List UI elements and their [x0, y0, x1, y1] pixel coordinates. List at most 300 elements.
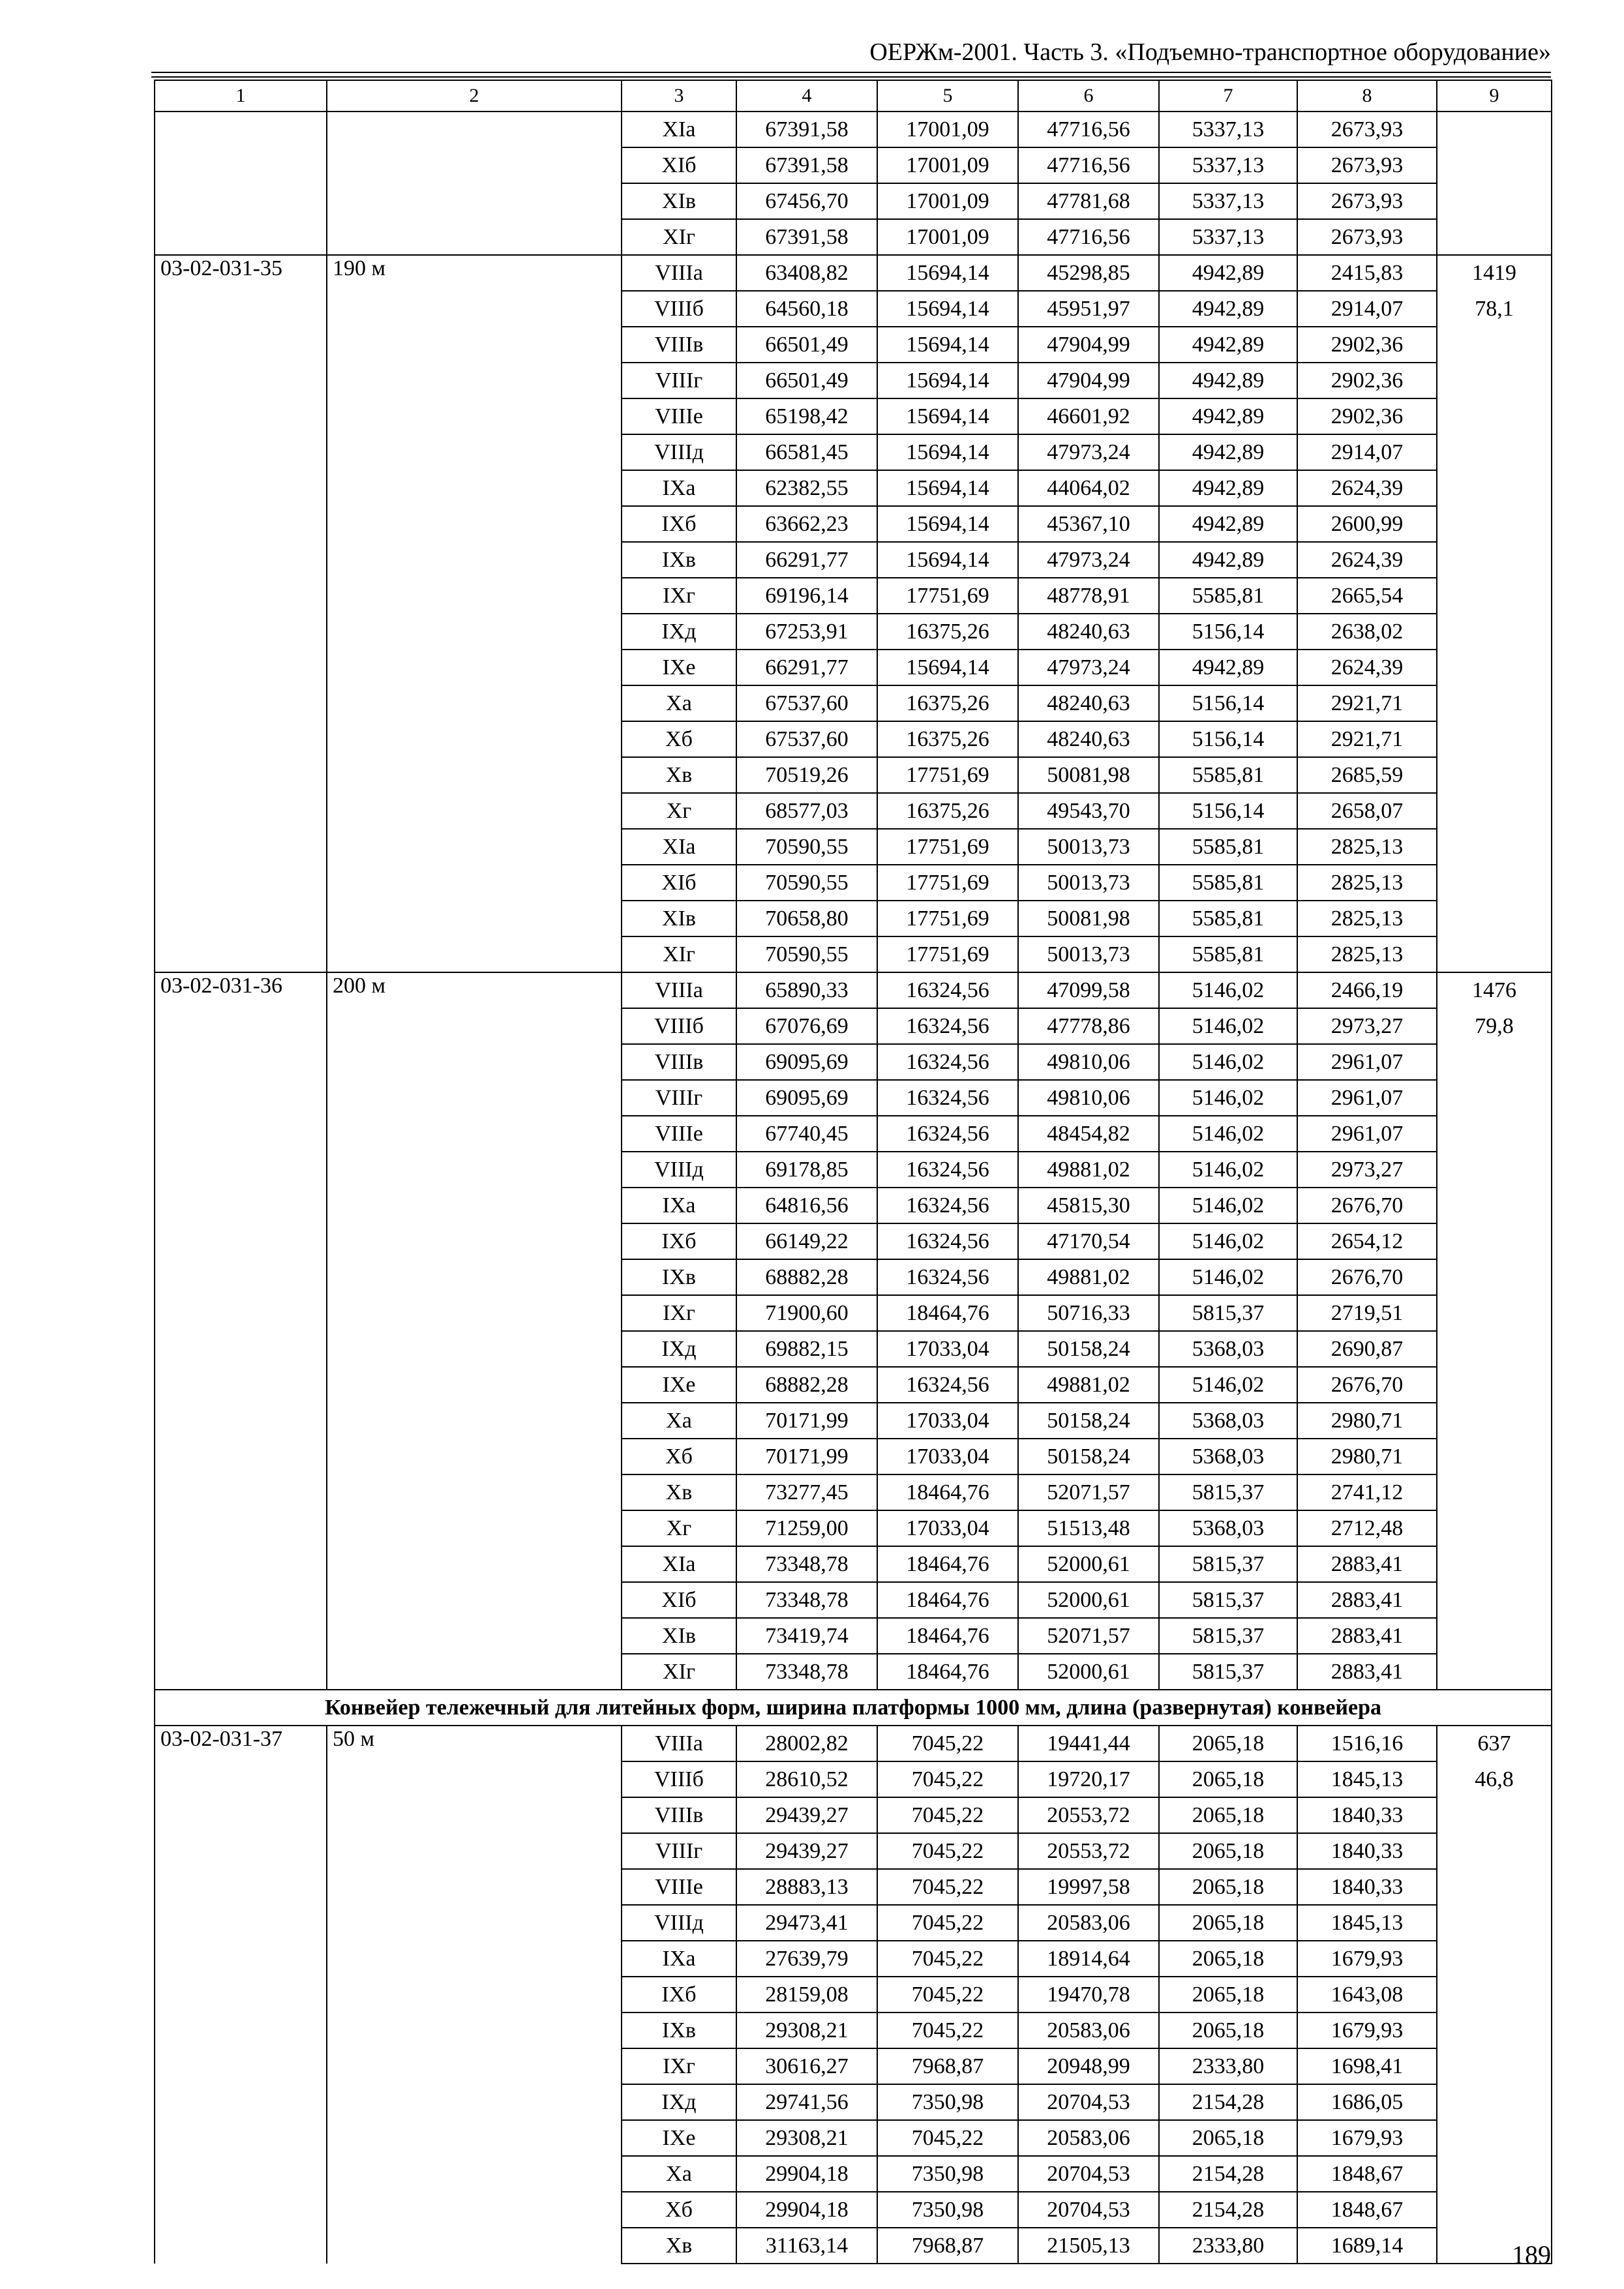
- col9-cell: [1437, 506, 1552, 542]
- value-cell: 47716,56: [1018, 219, 1159, 255]
- zone-code-cell: XIб: [622, 147, 736, 183]
- value-cell: 2065,18: [1159, 2120, 1297, 2156]
- value-cell: 2415,83: [1297, 255, 1437, 291]
- value-cell: 17033,04: [877, 1510, 1018, 1546]
- value-cell: 48454,82: [1018, 1116, 1159, 1152]
- col9-cell: [1437, 650, 1552, 685]
- value-cell: 7045,22: [877, 1905, 1018, 1941]
- col9-cell: [1437, 542, 1552, 578]
- value-cell: 2624,39: [1297, 542, 1437, 578]
- value-cell: 17751,69: [877, 829, 1018, 865]
- value-cell: 19997,58: [1018, 1869, 1159, 1905]
- rate-code-cell: [155, 1726, 327, 2264]
- parameter-value: 200 м: [333, 974, 386, 998]
- value-cell: 69095,69: [736, 1080, 877, 1116]
- value-cell: 16375,26: [877, 793, 1018, 829]
- price-table: [154, 80, 1552, 2264]
- col9-cell: [1437, 1152, 1552, 1188]
- value-cell: 16375,26: [877, 614, 1018, 650]
- value-cell: 2638,02: [1297, 614, 1437, 650]
- value-cell: 48240,63: [1018, 721, 1159, 757]
- zone-code-cell: VIIIв: [622, 1797, 736, 1833]
- value-cell: 50081,98: [1018, 757, 1159, 793]
- zone-code-cell: XIа: [622, 1546, 736, 1582]
- col9-cell: [1437, 2156, 1552, 2192]
- value-cell: 2883,41: [1297, 1546, 1437, 1582]
- zone-code-cell: XIг: [622, 936, 736, 972]
- value-cell: 50081,98: [1018, 901, 1159, 936]
- value-cell: 1516,16: [1297, 1726, 1437, 1761]
- value-cell: 44064,02: [1018, 470, 1159, 506]
- value-cell: 18464,76: [877, 1582, 1018, 1618]
- value-cell: 5337,13: [1159, 183, 1297, 219]
- value-cell: 2624,39: [1297, 650, 1437, 685]
- value-cell: 4942,89: [1159, 255, 1297, 291]
- value-cell: 20553,72: [1018, 1797, 1159, 1833]
- value-cell: 16324,56: [877, 1116, 1018, 1152]
- value-cell: 18464,76: [877, 1474, 1018, 1510]
- value-cell: 2973,27: [1297, 1152, 1437, 1188]
- col9-cell: [1437, 470, 1552, 506]
- value-cell: 2961,07: [1297, 1044, 1437, 1080]
- value-cell: 66291,77: [736, 650, 877, 685]
- value-cell: 5585,81: [1159, 829, 1297, 865]
- value-cell: 19441,44: [1018, 1726, 1159, 1761]
- zone-code-cell: IXе: [622, 2120, 736, 2156]
- col9-cell: [1437, 1116, 1552, 1152]
- value-cell: 50013,73: [1018, 865, 1159, 901]
- value-cell: 27639,79: [736, 1941, 877, 1977]
- value-cell: 2154,28: [1159, 2084, 1297, 2120]
- zone-code-cell: VIIIб: [622, 1761, 736, 1797]
- value-cell: 47904,99: [1018, 363, 1159, 398]
- value-cell: 15694,14: [877, 398, 1018, 434]
- value-cell: 7045,22: [877, 1977, 1018, 2012]
- col9-cell: [1437, 1510, 1552, 1546]
- value-cell: 1643,08: [1297, 1977, 1437, 2012]
- value-cell: 63408,82: [736, 255, 877, 291]
- col9-cell: [1437, 183, 1552, 219]
- col9-cell: [1437, 2048, 1552, 2084]
- value-cell: 20583,06: [1018, 2012, 1159, 2048]
- value-cell: 47170,54: [1018, 1223, 1159, 1259]
- zone-code-cell: IXа: [622, 1188, 736, 1223]
- value-cell: 1679,93: [1297, 2120, 1437, 2156]
- value-cell: 15694,14: [877, 650, 1018, 685]
- zone-code-cell: Xб: [622, 2192, 736, 2228]
- value-cell: 67391,58: [736, 147, 877, 183]
- value-cell: 28002,82: [736, 1726, 877, 1761]
- value-cell: 4942,89: [1159, 542, 1297, 578]
- col9-cell: 78,1: [1437, 291, 1552, 327]
- value-cell: 71259,00: [736, 1510, 877, 1546]
- col9-cell: 79,8: [1437, 1008, 1552, 1044]
- col9-cell: 46,8: [1437, 1761, 1552, 1797]
- value-cell: 18464,76: [877, 1546, 1018, 1582]
- value-cell: 5815,37: [1159, 1582, 1297, 1618]
- col9-cell: [1437, 434, 1552, 470]
- value-cell: 2065,18: [1159, 1761, 1297, 1797]
- col9-cell: [1437, 2192, 1552, 2228]
- value-cell: 7045,22: [877, 1797, 1018, 1833]
- value-cell: 29308,21: [736, 2012, 877, 2048]
- col9-cell: [1437, 614, 1552, 650]
- value-cell: 2825,13: [1297, 829, 1437, 865]
- value-cell: 29439,27: [736, 1833, 877, 1869]
- zone-code-cell: XIв: [622, 1618, 736, 1654]
- value-cell: 50158,24: [1018, 1331, 1159, 1367]
- value-cell: 2902,36: [1297, 398, 1437, 434]
- value-cell: 50013,73: [1018, 829, 1159, 865]
- value-cell: 2914,07: [1297, 291, 1437, 327]
- value-cell: 50158,24: [1018, 1403, 1159, 1439]
- col9-cell: [1437, 1044, 1552, 1080]
- value-cell: 63662,23: [736, 506, 877, 542]
- value-cell: 50158,24: [1018, 1439, 1159, 1474]
- table-row: [155, 255, 1552, 291]
- value-cell: 46601,92: [1018, 398, 1159, 434]
- value-cell: 47099,58: [1018, 972, 1159, 1008]
- value-cell: 2921,71: [1297, 685, 1437, 721]
- value-cell: 5156,14: [1159, 614, 1297, 650]
- value-cell: 18914,64: [1018, 1941, 1159, 1977]
- value-cell: 45815,30: [1018, 1188, 1159, 1223]
- value-cell: 5146,02: [1159, 1367, 1297, 1403]
- col9-cell: [1437, 1188, 1552, 1223]
- value-cell: 70171,99: [736, 1439, 877, 1474]
- col9-cell: [1437, 1439, 1552, 1474]
- value-cell: 18464,76: [877, 1654, 1018, 1690]
- value-cell: 20948,99: [1018, 2048, 1159, 2084]
- zone-code-cell: IXд: [622, 2084, 736, 2120]
- value-cell: 66501,49: [736, 327, 877, 363]
- col9-cell: [1437, 1833, 1552, 1869]
- col9-cell: [1437, 829, 1552, 865]
- zone-code-cell: XIв: [622, 183, 736, 219]
- value-cell: 5585,81: [1159, 865, 1297, 901]
- value-cell: 2914,07: [1297, 434, 1437, 470]
- value-cell: 16324,56: [877, 1259, 1018, 1295]
- value-cell: 4942,89: [1159, 470, 1297, 506]
- value-cell: 5146,02: [1159, 972, 1297, 1008]
- value-cell: 17001,09: [877, 112, 1018, 147]
- value-cell: 70658,80: [736, 901, 877, 936]
- value-cell: 48240,63: [1018, 685, 1159, 721]
- col9-cell: [1437, 1618, 1552, 1654]
- zone-code-cell: VIIIд: [622, 1905, 736, 1941]
- zone-code-cell: IXв: [622, 1259, 736, 1295]
- rate-code-cell: [155, 972, 327, 1690]
- value-cell: 20704,53: [1018, 2192, 1159, 2228]
- value-cell: 5337,13: [1159, 219, 1297, 255]
- value-cell: 2825,13: [1297, 936, 1437, 972]
- col9-cell: [1437, 685, 1552, 721]
- value-cell: 29741,56: [736, 2084, 877, 2120]
- value-cell: 4942,89: [1159, 434, 1297, 470]
- zone-code-cell: VIIIб: [622, 291, 736, 327]
- zone-code-cell: IXв: [622, 2012, 736, 2048]
- value-cell: 48778,91: [1018, 578, 1159, 614]
- value-cell: 31163,14: [736, 2228, 877, 2264]
- value-cell: 7045,22: [877, 1833, 1018, 1869]
- value-cell: 5815,37: [1159, 1654, 1297, 1690]
- col9-cell: [1437, 147, 1552, 183]
- value-cell: 7350,98: [877, 2156, 1018, 2192]
- value-cell: 2673,93: [1297, 147, 1437, 183]
- value-cell: 5585,81: [1159, 901, 1297, 936]
- rate-code: 03-02-031-36: [160, 974, 282, 998]
- value-cell: 1848,67: [1297, 2192, 1437, 2228]
- value-cell: 47973,24: [1018, 542, 1159, 578]
- value-cell: 47973,24: [1018, 650, 1159, 685]
- value-cell: 47778,86: [1018, 1008, 1159, 1044]
- value-cell: 73348,78: [736, 1654, 877, 1690]
- column-number: 9: [1437, 80, 1552, 112]
- value-cell: 52071,57: [1018, 1474, 1159, 1510]
- value-cell: 68577,03: [736, 793, 877, 829]
- value-cell: 1689,14: [1297, 2228, 1437, 2264]
- value-cell: 52071,57: [1018, 1618, 1159, 1654]
- value-cell: 5815,37: [1159, 1474, 1297, 1510]
- value-cell: 5368,03: [1159, 1510, 1297, 1546]
- value-cell: 2690,87: [1297, 1331, 1437, 1367]
- col9-cell: [1437, 219, 1552, 255]
- col9-cell: [1437, 1977, 1552, 2012]
- value-cell: 2902,36: [1297, 327, 1437, 363]
- value-cell: 19720,17: [1018, 1761, 1159, 1797]
- value-cell: 29904,18: [736, 2156, 877, 2192]
- zone-code-cell: Xб: [622, 1439, 736, 1474]
- value-cell: 7045,22: [877, 2012, 1018, 2048]
- value-cell: 2065,18: [1159, 1797, 1297, 1833]
- value-cell: 2961,07: [1297, 1116, 1437, 1152]
- zone-code-cell: IXб: [622, 506, 736, 542]
- value-cell: 5146,02: [1159, 1044, 1297, 1080]
- value-cell: 5156,14: [1159, 793, 1297, 829]
- value-cell: 20583,06: [1018, 1905, 1159, 1941]
- value-cell: 2883,41: [1297, 1618, 1437, 1654]
- parameter-cell: [327, 1726, 622, 2264]
- value-cell: 69178,85: [736, 1152, 877, 1188]
- zone-code-cell: Xа: [622, 1403, 736, 1439]
- value-cell: 71900,60: [736, 1295, 877, 1331]
- value-cell: 2065,18: [1159, 1941, 1297, 1977]
- value-cell: 51513,48: [1018, 1510, 1159, 1546]
- value-cell: 7045,22: [877, 1761, 1018, 1797]
- value-cell: 17751,69: [877, 865, 1018, 901]
- value-cell: 4942,89: [1159, 650, 1297, 685]
- value-cell: 17033,04: [877, 1403, 1018, 1439]
- rate-code: 03-02-031-35: [160, 256, 282, 280]
- value-cell: 2961,07: [1297, 1080, 1437, 1116]
- zone-code-cell: Xв: [622, 757, 736, 793]
- value-cell: 52000,61: [1018, 1654, 1159, 1690]
- value-cell: 2065,18: [1159, 1977, 1297, 2012]
- value-cell: 1845,13: [1297, 1761, 1437, 1797]
- col9-cell: [1437, 1223, 1552, 1259]
- col9-cell: [1437, 1869, 1552, 1905]
- parameter-cell: [327, 112, 622, 255]
- value-cell: 2624,39: [1297, 470, 1437, 506]
- parameter-value: 190 м: [333, 256, 386, 280]
- zone-code-cell: IXв: [622, 542, 736, 578]
- value-cell: 2676,70: [1297, 1367, 1437, 1403]
- value-cell: 45367,10: [1018, 506, 1159, 542]
- col9-cell: [1437, 1582, 1552, 1618]
- value-cell: 15694,14: [877, 470, 1018, 506]
- value-cell: 49810,06: [1018, 1044, 1159, 1080]
- value-cell: 49881,02: [1018, 1259, 1159, 1295]
- value-cell: 30616,27: [736, 2048, 877, 2084]
- value-cell: 45298,85: [1018, 255, 1159, 291]
- value-cell: 7045,22: [877, 1869, 1018, 1905]
- column-number: 2: [327, 80, 622, 112]
- col9-cell: [1437, 1367, 1552, 1403]
- value-cell: 4942,89: [1159, 398, 1297, 434]
- value-cell: 15694,14: [877, 291, 1018, 327]
- value-cell: 5585,81: [1159, 578, 1297, 614]
- value-cell: 2065,18: [1159, 2012, 1297, 2048]
- value-cell: 50013,73: [1018, 936, 1159, 972]
- column-number: 7: [1159, 80, 1297, 112]
- col9-cell: [1437, 936, 1552, 972]
- value-cell: 69196,14: [736, 578, 877, 614]
- value-cell: 16324,56: [877, 1188, 1018, 1223]
- value-cell: 2741,12: [1297, 1474, 1437, 1510]
- col9-cell: [1437, 865, 1552, 901]
- table-row: [155, 112, 1552, 147]
- value-cell: 47716,56: [1018, 112, 1159, 147]
- table-row: [155, 1726, 1552, 1761]
- col9-cell: [1437, 2012, 1552, 2048]
- value-cell: 5368,03: [1159, 1403, 1297, 1439]
- col9-cell: [1437, 398, 1552, 434]
- value-cell: 17751,69: [877, 901, 1018, 936]
- value-cell: 18464,76: [877, 1618, 1018, 1654]
- value-cell: 73277,45: [736, 1474, 877, 1510]
- value-cell: 29439,27: [736, 1797, 877, 1833]
- zone-code-cell: XIв: [622, 901, 736, 936]
- zone-code-cell: Xг: [622, 1510, 736, 1546]
- zone-code-cell: XIа: [622, 829, 736, 865]
- value-cell: 70590,55: [736, 829, 877, 865]
- value-cell: 67391,58: [736, 219, 877, 255]
- value-cell: 5815,37: [1159, 1295, 1297, 1331]
- value-cell: 5146,02: [1159, 1116, 1297, 1152]
- value-cell: 20583,06: [1018, 2120, 1159, 2156]
- col9-cell: [1437, 327, 1552, 363]
- zone-code-cell: VIIIд: [622, 1152, 736, 1188]
- zone-code-cell: IXб: [622, 1223, 736, 1259]
- col9-cell: 1476: [1437, 972, 1552, 1008]
- col9-cell: [1437, 901, 1552, 936]
- page-header-title: ОЕРЖм-2001. Часть 3. «Подъемно-транспортное оборудование»: [869, 38, 1551, 66]
- section-heading: Конвейер тележечный для литейных форм, ширина платформы 1000 мм, длина (развернутая) конвейера: [155, 1690, 1552, 1726]
- value-cell: 7350,98: [877, 2192, 1018, 2228]
- col9-cell: [1437, 1905, 1552, 1941]
- value-cell: 17001,09: [877, 147, 1018, 183]
- value-cell: 66149,22: [736, 1223, 877, 1259]
- value-cell: 2065,18: [1159, 1726, 1297, 1761]
- value-cell: 2065,18: [1159, 1833, 1297, 1869]
- value-cell: 15694,14: [877, 506, 1018, 542]
- value-cell: 7968,87: [877, 2048, 1018, 2084]
- value-cell: 64560,18: [736, 291, 877, 327]
- value-cell: 2673,93: [1297, 219, 1437, 255]
- value-cell: 2883,41: [1297, 1582, 1437, 1618]
- col9-cell: [1437, 721, 1552, 757]
- value-cell: 2673,93: [1297, 112, 1437, 147]
- value-cell: 15694,14: [877, 434, 1018, 470]
- zone-code-cell: Xв: [622, 1474, 736, 1510]
- value-cell: 2654,12: [1297, 1223, 1437, 1259]
- value-cell: 2676,70: [1297, 1259, 1437, 1295]
- value-cell: 5156,14: [1159, 685, 1297, 721]
- value-cell: 67391,58: [736, 112, 877, 147]
- value-cell: 47904,99: [1018, 327, 1159, 363]
- value-cell: 2658,07: [1297, 793, 1437, 829]
- value-cell: 7350,98: [877, 2084, 1018, 2120]
- value-cell: 70171,99: [736, 1403, 877, 1439]
- value-cell: 69095,69: [736, 1044, 877, 1080]
- value-cell: 67537,60: [736, 721, 877, 757]
- value-cell: 4942,89: [1159, 291, 1297, 327]
- column-number: 1: [155, 80, 327, 112]
- value-cell: 49543,70: [1018, 793, 1159, 829]
- zone-code-cell: VIIIа: [622, 1726, 736, 1761]
- value-cell: 7045,22: [877, 1726, 1018, 1761]
- value-cell: 2980,71: [1297, 1403, 1437, 1439]
- col9-cell: 637: [1437, 1726, 1552, 1761]
- value-cell: 5337,13: [1159, 112, 1297, 147]
- value-cell: 2065,18: [1159, 1869, 1297, 1905]
- value-cell: 28883,13: [736, 1869, 877, 1905]
- zone-code-cell: XIб: [622, 1582, 736, 1618]
- zone-code-cell: XIа: [622, 112, 736, 147]
- value-cell: 5815,37: [1159, 1546, 1297, 1582]
- value-cell: 2980,71: [1297, 1439, 1437, 1474]
- col9-cell: [1437, 757, 1552, 793]
- value-cell: 15694,14: [877, 542, 1018, 578]
- zone-code-cell: VIIIв: [622, 327, 736, 363]
- col9-cell: [1437, 793, 1552, 829]
- value-cell: 29473,41: [736, 1905, 877, 1941]
- value-cell: 5337,13: [1159, 147, 1297, 183]
- value-cell: 65890,33: [736, 972, 877, 1008]
- zone-code-cell: Xб: [622, 721, 736, 757]
- parameter-cell: [327, 255, 622, 972]
- value-cell: 67740,45: [736, 1116, 877, 1152]
- zone-code-cell: IXе: [622, 650, 736, 685]
- col9-cell: [1437, 1295, 1552, 1331]
- value-cell: 5146,02: [1159, 1223, 1297, 1259]
- value-cell: 15694,14: [877, 255, 1018, 291]
- value-cell: 5585,81: [1159, 936, 1297, 972]
- value-cell: 16324,56: [877, 1080, 1018, 1116]
- value-cell: 66581,45: [736, 434, 877, 470]
- zone-code-cell: IXг: [622, 1295, 736, 1331]
- value-cell: 17033,04: [877, 1439, 1018, 1474]
- value-cell: 2333,80: [1159, 2228, 1297, 2264]
- value-cell: 4942,89: [1159, 363, 1297, 398]
- value-cell: 68882,28: [736, 1367, 877, 1403]
- value-cell: 17033,04: [877, 1331, 1018, 1367]
- col9-cell: [1437, 1259, 1552, 1295]
- zone-code-cell: VIIIа: [622, 255, 736, 291]
- value-cell: 2883,41: [1297, 1654, 1437, 1690]
- col9-cell: [1437, 2120, 1552, 2156]
- value-cell: 2154,28: [1159, 2156, 1297, 2192]
